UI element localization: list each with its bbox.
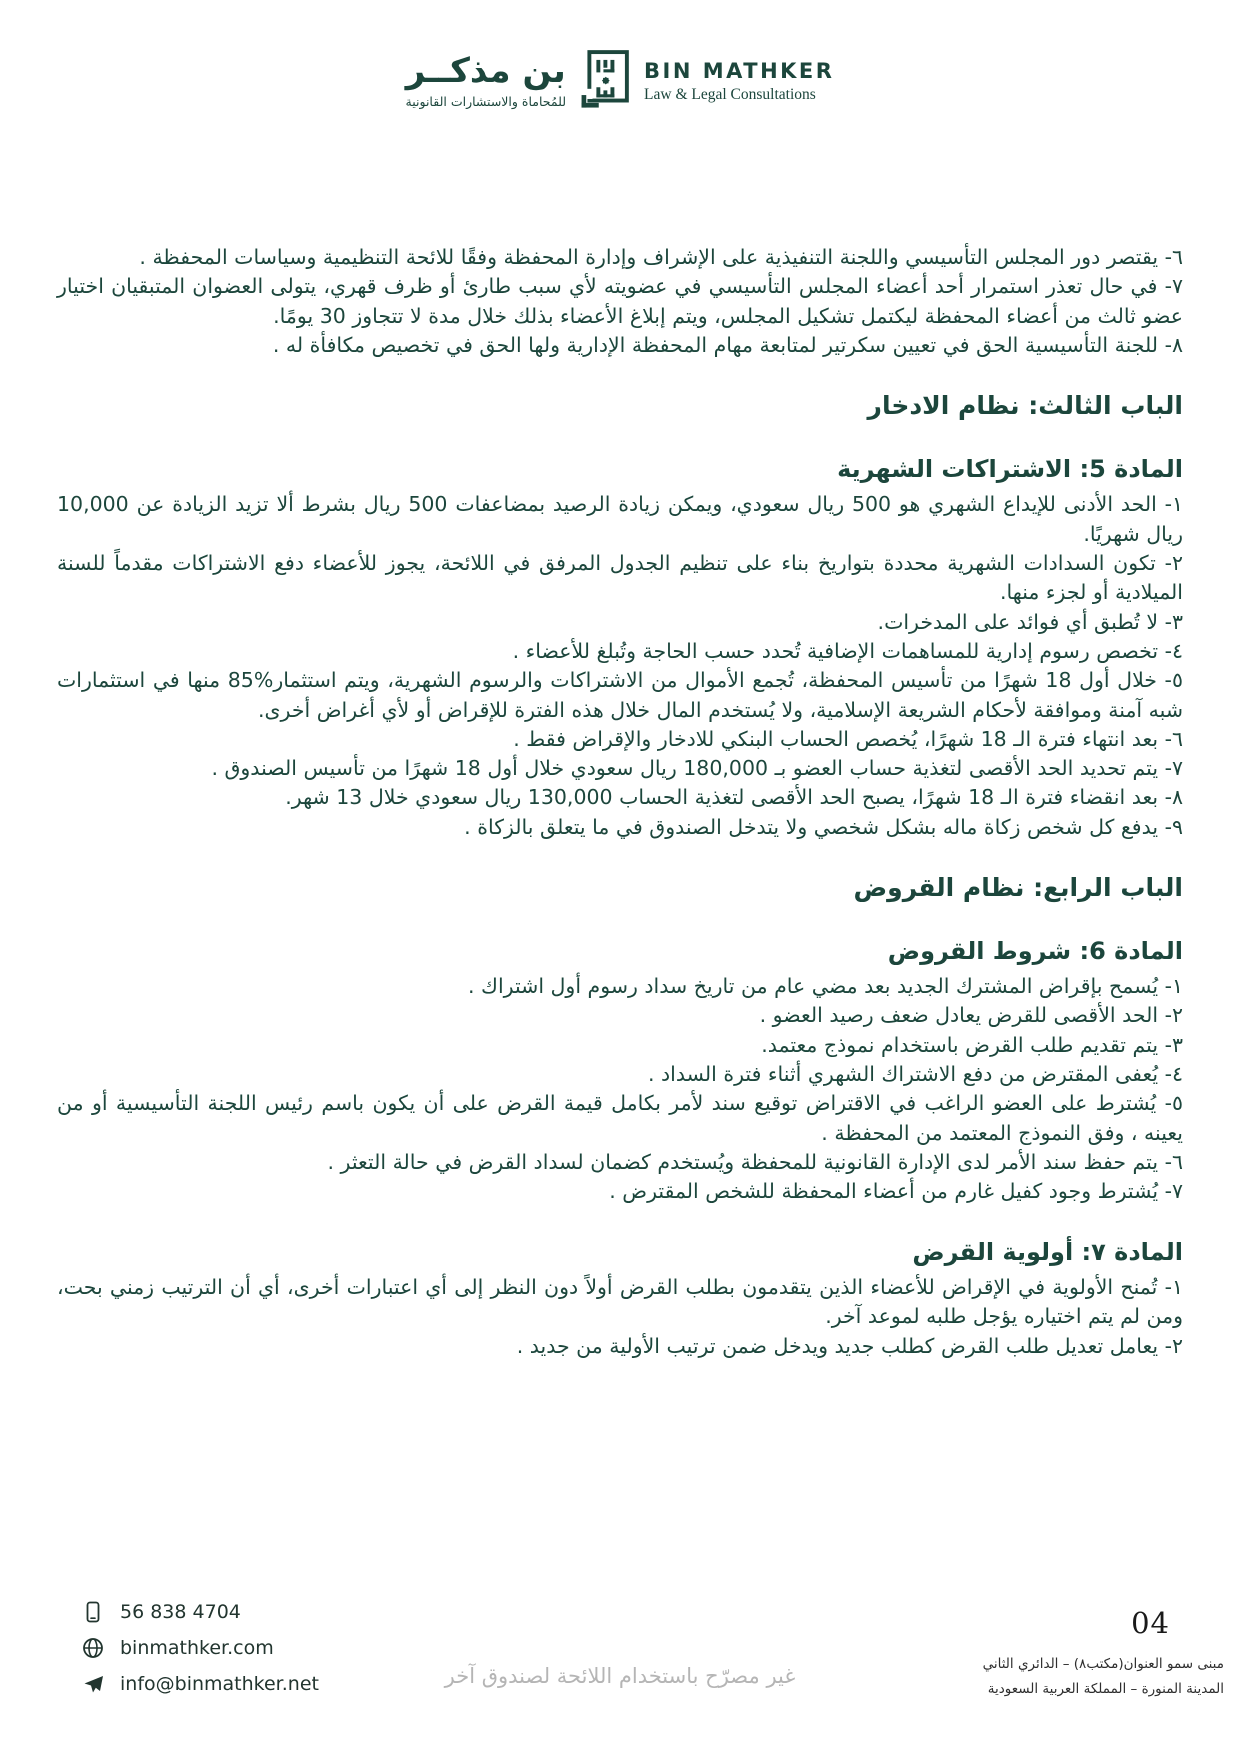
office-address-line2: المدينة المنورة – المملكة العربية السعودية [987,1680,1224,1697]
article-5-clause-8: ٨- بعد انقضاء فترة الـ 18 شهرًا، يصبح الحد الأقصى لتغذية الحساب 130,000 ريال سعودي خلال 13 شهر. [285,785,1183,810]
article-5-clause-6: ٦- بعد انتهاء فترة الـ 18 شهرًا، يُخصص الحساب البنكي للادخار والإقراض فقط . [513,726,1183,751]
contact-phone-value: 56 838 4704 [120,1601,241,1623]
letterhead [0,48,1240,114]
chapter-3-heading: الباب الثالث: نظام الادخار [867,391,1183,421]
article-5-heading: المادة 5: الاشتراكات الشهرية [837,455,1183,483]
article-6-clause-5: ٥- يُشترط على العضو الراغب في الاقتراض توقيع سند لأمر بكامل قيمة القرض على أن يكون باسم رئيس اللجنة التأسيسية أو من يعينه ، وفق النموذج المعتمد من المحفظة . [57,1091,1183,1145]
article-6-clause-3: ٣- يتم تقديم طلب القرض باستخدام نموذج معتمد. [761,1032,1183,1057]
article-7-clause-2: ٢- يعامل تعديل طلب القرض كطلب جديد ويدخل ضمن ترتيب الأولية من جديد . [516,1333,1183,1358]
article-5-clause-2: ٢- تكون السدادات الشهرية محددة بتواريخ بناء على تنظيم الجدول المرفق في اللائحة، يجوز للأعضاء دفع الاشتراكات مقدماً للسنة الميلادية أو لجزء منها. [57,550,1183,605]
document-body [57,243,1183,1361]
office-address [983,1652,1224,1702]
article-6-clause-2: ٢- الحد الأقصى للقرض يعادل ضعف رصيد العضو . [759,1003,1183,1028]
article-6-clause-6: ٦- يتم حفظ سند الأمر لدى الإدارة القانونية للمحفظة ويُستخدم كضمان لسداد القرض في حالة التعثر . [327,1150,1183,1174]
logo-english-tagline: Law & Legal Consultations [644,85,816,103]
article-6-clause-4: ٤- يُعفى المقترض من دفع الاشتراك الشهري أثناء فترة السداد . [647,1062,1183,1087]
brand-emblem-icon [580,48,630,114]
article-7-heading: المادة ٧: أولوية القرض [912,1237,1183,1266]
article-7-clause-1: ١- تُمنح الأولوية في الإقراض للأعضاء الذين يتقدمون بطلب القرض أولاً دون النظر إلى أي اعتبارات أخرى، أي أن الترتيب زمني بحت، ومن لم يتم اختياره يؤجل طلبه لموعد آخر. [57,1274,1183,1329]
logo-arabic-name: بن مذكــر [405,51,566,92]
logo-english-block [644,59,834,104]
clause-intro-6: ٦- يقتصر دور المجلس التأسيسي واللجنة التنفيذية على الإشراف وإدارة المحفظة وفقًا للائحة التنظيمية وسياسات المحفظة . [139,245,1183,269]
article-6-clause-7: ٧- يُشترط وجود كفيل غارم من أعضاء المحفظة للشخص المقترض . [609,1179,1183,1204]
clause-intro-8: ٨- للجنة التأسيسية الحق في تعيين سكرتير لمتابعة مهام المحفظة الإدارية ولها الحق في تخصيص مكافأة له . [272,332,1183,357]
article-5-clause-1: ١- الحد الأدنى للإيداع الشهري هو 500 ريال سعودي، ويمكن زيادة الرصيد بمضاعفات 500 ريال بشرط ألا تزيد الزيادة عن 10,000 ريال شهريًا. [57,492,1184,546]
logo-arabic-tagline: للمُحاماة والاستشارات القانونية [405,93,567,109]
article-5-clause-5: ٥- خلال أول 18 شهرًا من تأسيس المحفظة، تُجمع الأموال من الاشتراكات والرسوم الشهرية، ويتم استثمار%85 منها في استثمارات شبه آمنة وموافقة لأحكام الشريعة الإسلامية، ولا يُستخدم المال خلال هذه الفترة للإقراض أو لأي أغراض أخرى. [57,668,1183,722]
article-5-clause-9: ٩- يدفع كل شخص زكاة ماله بشكل شخصي ولا يتدخل الصندوق في ما يتعلق بالزكاة . [464,814,1183,839]
article-5-clause-4: ٤- تخصص رسوم إدارية للمساهمات الإضافية تُحدد حسب الحاجة وتُبلغ للأعضاء . [512,638,1183,663]
globe-icon [82,1637,104,1659]
page-number: 04 [1131,1606,1170,1640]
article-5-clause-7: ٧- يتم تحديد الحد الأقصى لتغذية حساب العضو بـ 180,000 ريال سعودي خلال أول 18 شهرًا من تأسيس الصندوق . [211,756,1183,781]
logo-english-name: BIN MATHKER [644,58,835,83]
contact-email-value[interactable]: info@binmathker.net [120,1673,319,1695]
usage-watermark: غير مصرّح باستخدام اللائحة لصندوق آخر [444,1664,796,1688]
contact-phone-row [82,1600,319,1624]
article-5-clause-3: ٣- لا تُطبق أي فوائد على المدخرات. [877,609,1183,634]
article-6-heading: المادة 6: شروط القروض [887,936,1183,965]
contact-website-value[interactable]: binmathker.com [120,1637,274,1659]
article-6-clause-1: ١- يُسمح بإقراض المشترك الجديد بعد مضي عام من تاريخ سداد رسوم أول اشتراك . [468,974,1183,999]
clause-intro-7: ٧- في حال تعذر استمرار أحد أعضاء المجلس التأسيسي في عضويته لأي سبب طارئ أو ظرف قهري، يتولى العضوان المتبقيان اختيار عضو ثالث من أعضاء المحفظة ليكتمل تشكيل المجلس، ويتم إبلاغ الأعضاء بذلك خلال مدة لا تتجاوز 30 يومًا. [57,274,1183,328]
phone-icon [82,1601,104,1623]
logo-arabic-block [406,53,566,108]
office-address-line1: مبنى سمو العنوان(مكتب٨) – الدائري الثاني [982,1656,1224,1672]
contact-website-row[interactable] [82,1636,319,1660]
chapter-4-heading: الباب الرابع: نظام القروض [853,873,1183,903]
